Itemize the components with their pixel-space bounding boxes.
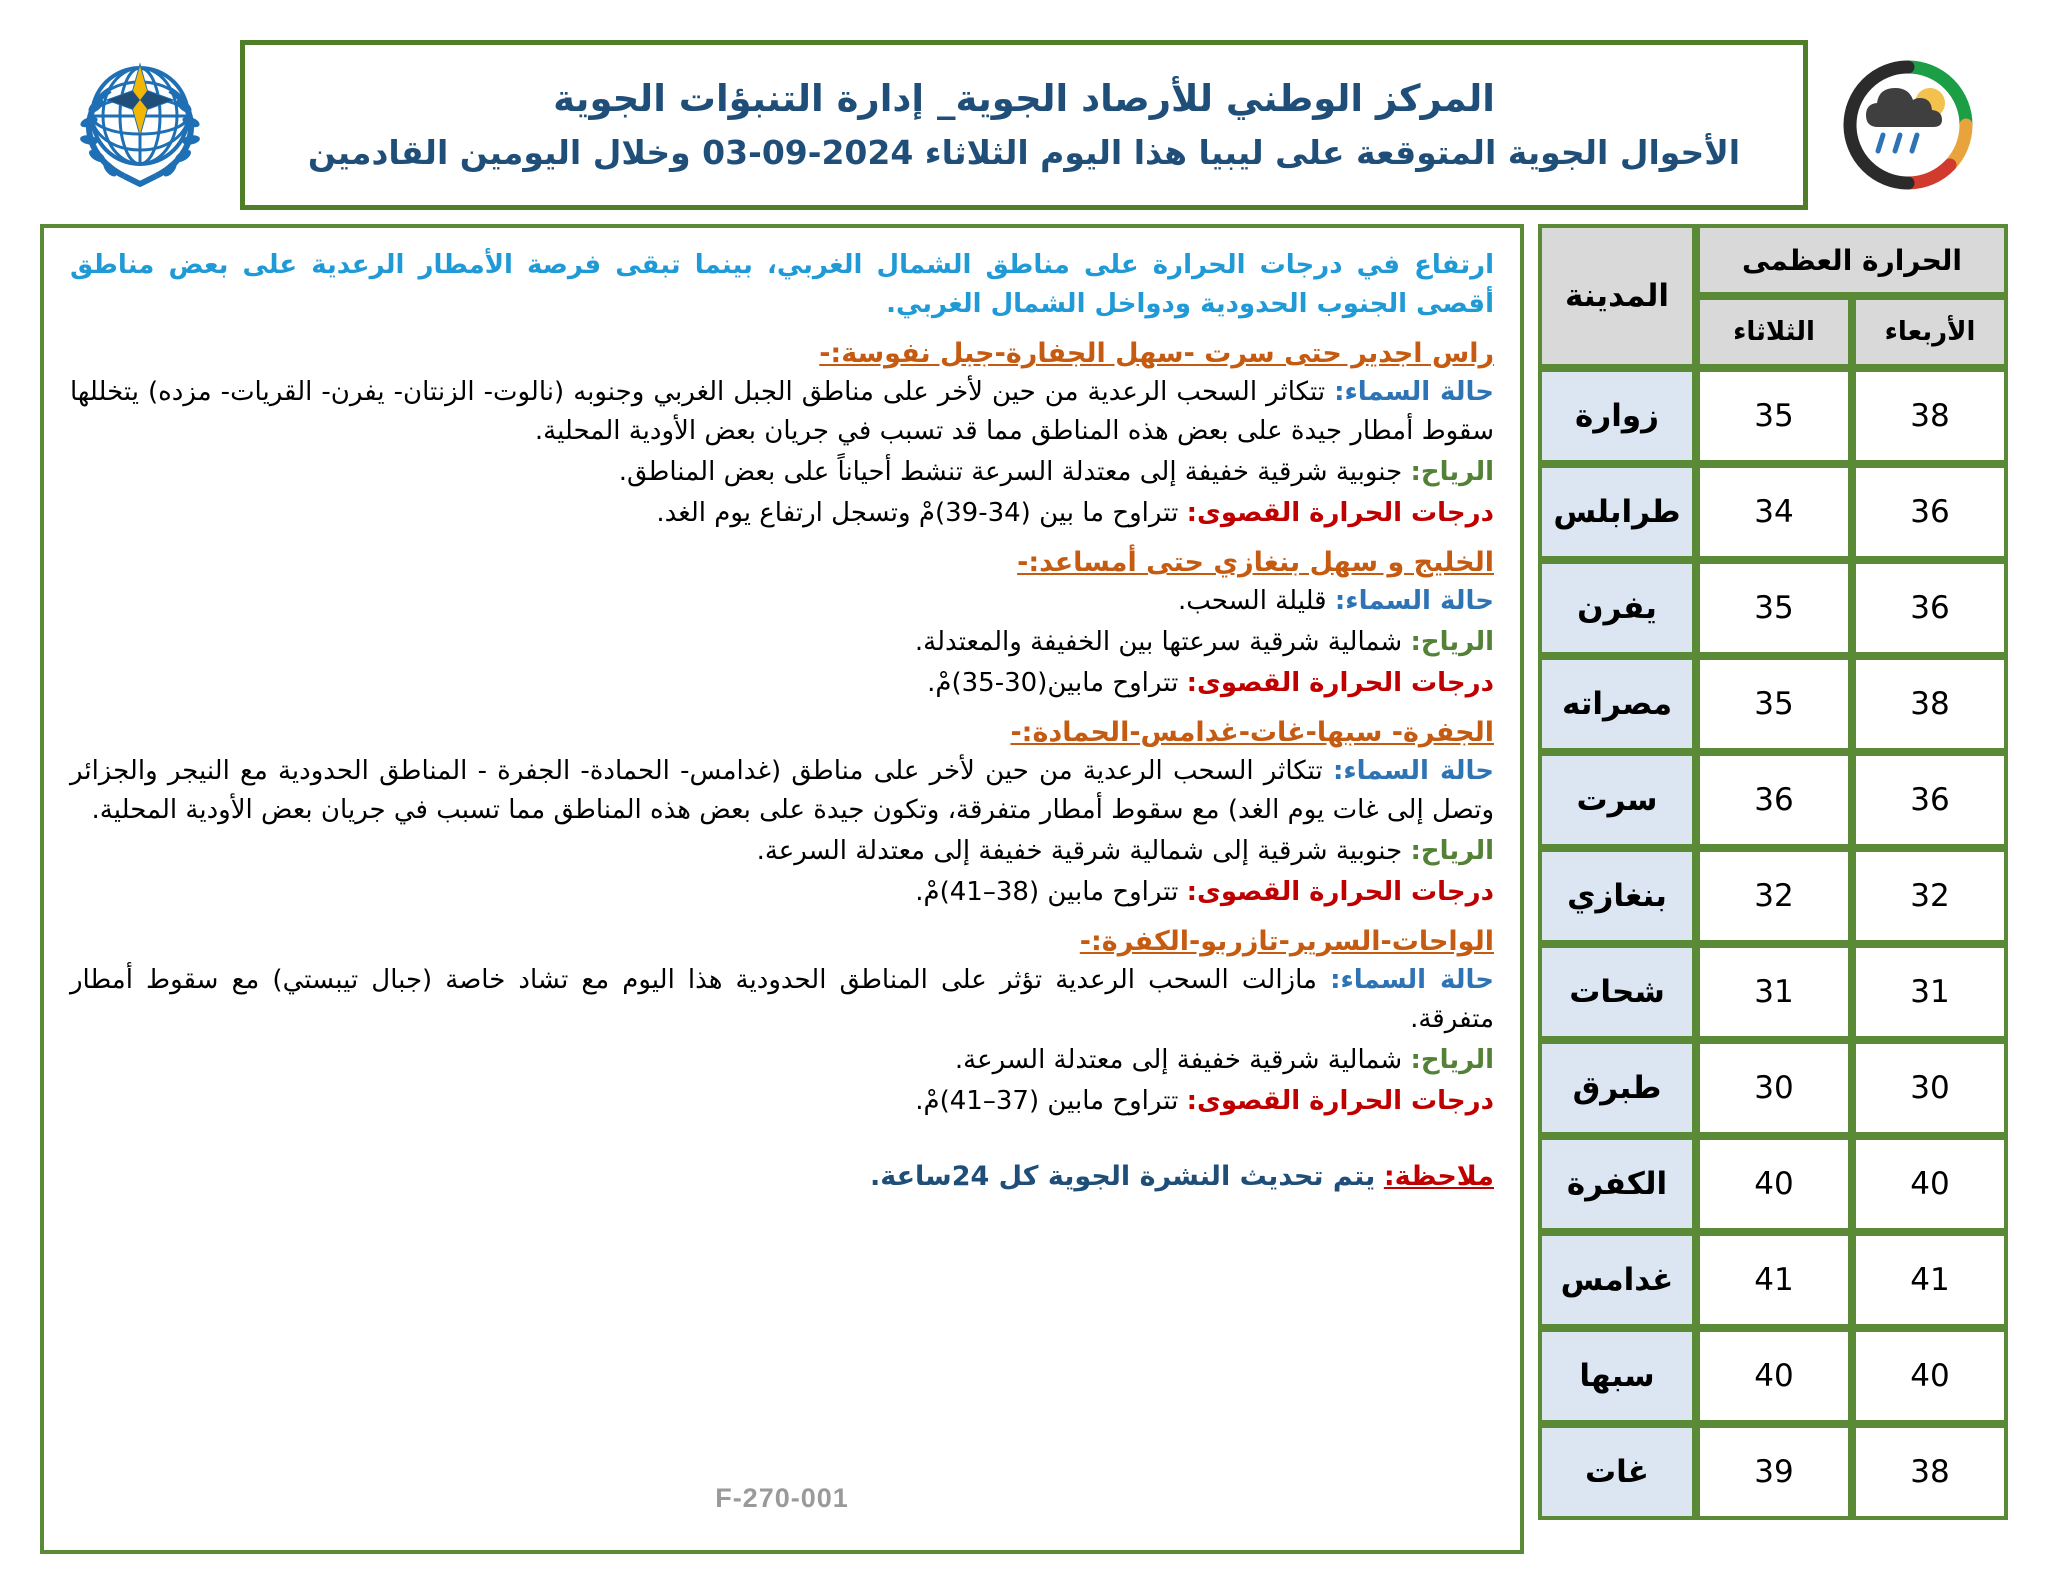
- cell-tue-temp: 35: [1696, 560, 1852, 656]
- table-body: [1538, 368, 2008, 1520]
- cell-wed-temp: 40: [1852, 1136, 2008, 1232]
- label-wind: الرياح:: [1410, 1045, 1494, 1075]
- text-wind: شمالية شرقية سرعتها بين الخفيفة والمعتدلة.: [914, 627, 1403, 657]
- page-content: [40, 224, 2008, 1554]
- cell-tue-temp: 35: [1696, 656, 1852, 752]
- label-sky-condition: حالة السماء:: [1332, 756, 1494, 786]
- text-wind: جنوبية شرقية خفيفة إلى معتدلة السرعة تنشط أحياناً على بعض المناطق.: [618, 457, 1403, 487]
- cell-tue-temp: 31: [1696, 944, 1852, 1040]
- forecast-report-panel: [40, 224, 1524, 1554]
- label-wind: الرياح:: [1410, 457, 1494, 487]
- temperature-table: [1538, 224, 2008, 1520]
- cell-city: بنغازي: [1538, 848, 1696, 944]
- section-sky-line: [70, 582, 1494, 621]
- label-sky-condition: حالة السماء:: [1330, 965, 1494, 995]
- header-day-wednesday: الأربعاء: [1852, 296, 2008, 368]
- page-subtitle: الأحوال الجوية المتوقعة على ليبيا هذا اليوم الثلاثاء 2024-09-03 وخلال اليومين القادمين: [307, 132, 1741, 172]
- cell-wed-temp: 38: [1852, 368, 2008, 464]
- label-max-temperature: درجات الحرارة القصوى:: [1186, 877, 1494, 907]
- cell-wed-temp: 36: [1852, 464, 2008, 560]
- section-title-gulf-benghazi: الخليج و سهل بنغازي حتى أمساعد:-: [1017, 547, 1494, 578]
- text-sky-condition: قليلة السحب.: [1178, 586, 1327, 616]
- label-max-temperature: درجات الحرارة القصوى:: [1186, 498, 1494, 528]
- section-temp-line: [70, 494, 1494, 533]
- label-sky-condition: حالة السماء:: [1334, 377, 1494, 407]
- table-row: [1538, 944, 2008, 1040]
- cell-city: غات: [1538, 1424, 1696, 1520]
- cell-wed-temp: 30: [1852, 1040, 2008, 1136]
- section-wind-line: [70, 832, 1494, 871]
- header-day-tuesday: الثلاثاء: [1696, 296, 1852, 368]
- text-max-temperature: تتراوح مابين(30-35)مْ.: [927, 668, 1179, 698]
- table-row: [1538, 1040, 2008, 1136]
- text-wind: شمالية شرقية خفيفة إلى معتدلة السرعة.: [954, 1045, 1403, 1075]
- label-max-temperature: درجات الحرارة القصوى:: [1186, 668, 1494, 698]
- cell-wed-temp: 36: [1852, 560, 2008, 656]
- cell-city: طبرق: [1538, 1040, 1696, 1136]
- cell-city: زوارة: [1538, 368, 1696, 464]
- text-max-temperature: تتراوح ما بين (34-39)مْ وتسجل ارتفاع يوم الغد.: [656, 498, 1179, 528]
- header-city: المدينة: [1538, 224, 1696, 368]
- cell-city: الكفرة: [1538, 1136, 1696, 1232]
- text-note: يتم تحديث النشرة الجوية كل 24ساعة.: [869, 1161, 1376, 1192]
- section-sky-line: [70, 961, 1494, 1039]
- cell-wed-temp: 38: [1852, 1424, 2008, 1520]
- cell-tue-temp: 36: [1696, 752, 1852, 848]
- update-note: [70, 1161, 1494, 1192]
- section-title-northwest: راس اجدير حتى سرت -سهل الجفارة-جبل نفوسة:-: [819, 338, 1494, 369]
- section-temp-line: [70, 873, 1494, 912]
- cell-wed-temp: 38: [1852, 656, 2008, 752]
- cell-tue-temp: 32: [1696, 848, 1852, 944]
- cell-tue-temp: 34: [1696, 464, 1852, 560]
- section-temp-line: [70, 664, 1494, 703]
- label-wind: الرياح:: [1410, 836, 1494, 866]
- label-note: ملاحظة:: [1383, 1161, 1494, 1192]
- table-row: [1538, 1136, 2008, 1232]
- cell-city: شحات: [1538, 944, 1696, 1040]
- cell-tue-temp: 40: [1696, 1136, 1852, 1232]
- cell-tue-temp: 40: [1696, 1328, 1852, 1424]
- cell-tue-temp: 41: [1696, 1232, 1852, 1328]
- cell-tue-temp: 35: [1696, 368, 1852, 464]
- section-temp-line: [70, 1082, 1494, 1121]
- text-wind: جنوبية شرقية إلى شمالية شرقية خفيفة إلى معتدلة السرعة.: [756, 836, 1403, 866]
- cell-wed-temp: 40: [1852, 1328, 2008, 1424]
- document-id: F-270-001: [715, 1483, 849, 1513]
- table-row: [1538, 464, 2008, 560]
- cell-wed-temp: 32: [1852, 848, 2008, 944]
- section-sky-line: [70, 752, 1494, 830]
- wmo-emblem: [40, 40, 240, 210]
- text-max-temperature: تتراوح مابين (37–41)مْ.: [915, 1086, 1179, 1116]
- text-sky-condition: تتكاثر السحب الرعدية من حين لأخر على مناطق (غدامس- الحمادة- الجفرة - المناطق الحدودية مع النيجر والجزائر وتصل إلى غات يوم الغد) مع سقوط أمطار متفرقة، وتكون جيدة على بعض هذه المناطق مما تسبب في جريان بعض الأودية المحلية.: [70, 756, 1494, 825]
- cell-wed-temp: 41: [1852, 1232, 2008, 1328]
- label-max-temperature: درجات الحرارة القصوى:: [1186, 1086, 1494, 1116]
- label-wind: الرياح:: [1410, 627, 1494, 657]
- cell-city: يفرن: [1538, 560, 1696, 656]
- label-sky-condition: حالة السماء:: [1334, 586, 1494, 616]
- cell-wed-temp: 36: [1852, 752, 2008, 848]
- section-title-wahat-kufra: الواحات-السرير-تازربو-الكفرة:-: [1079, 926, 1494, 957]
- cell-tue-temp: 39: [1696, 1424, 1852, 1520]
- nmc-libya-logo: [1808, 40, 2008, 210]
- header-title-box: [240, 40, 1808, 210]
- cell-city: سرت: [1538, 752, 1696, 848]
- table-header-row-1: [1538, 224, 2008, 296]
- page-title: المركز الوطني للأرصاد الجوية_ إدارة التنبؤات الجوية: [553, 76, 1495, 120]
- table-row: [1538, 1328, 2008, 1424]
- page-header: [40, 40, 2008, 210]
- cell-city: سبها: [1538, 1328, 1696, 1424]
- cell-tue-temp: 30: [1696, 1040, 1852, 1136]
- table-row: [1538, 368, 2008, 464]
- text-sky-condition: تتكاثر السحب الرعدية من حين لأخر على مناطق الجبل الغربي وجنوبه (نالوت- الزنتان- يفرن- القريات- مزده) يتخللها سقوط أمطار جيدة على بعض هذه المناطق مما قد تسبب في جريان بعض الأودية المحلية.: [70, 377, 1494, 446]
- cell-city: غدامس: [1538, 1232, 1696, 1328]
- section-title-jufra-sabha: الجفرة- سبها-غات-غدامس-الحمادة:-: [1010, 717, 1494, 748]
- cell-city: طرابلس: [1538, 464, 1696, 560]
- report-lead-paragraph: ارتفاع في درجات الحرارة على مناطق الشمال الغربي، بينما تبقى فرصة الأمطار الرعدية على بعض مناطق أقصى الجنوب الحدودية ودواخل الشمال الغربي.: [70, 250, 1494, 319]
- section-wind-line: [70, 453, 1494, 492]
- table-row: [1538, 848, 2008, 944]
- cell-city: مصراته: [1538, 656, 1696, 752]
- section-wind-line: [70, 623, 1494, 662]
- table-row: [1538, 1232, 2008, 1328]
- cell-wed-temp: 31: [1852, 944, 2008, 1040]
- header-max-temperature: الحرارة العظمى: [1696, 224, 2008, 296]
- text-sky-condition: مازالت السحب الرعدية تؤثر على المناطق الحدودية هذا اليوم مع تشاد خاصة (جبال تيبستي) مع سقوط أمطار متفرقة.: [70, 965, 1494, 1034]
- table-row: [1538, 560, 2008, 656]
- table-row: [1538, 752, 2008, 848]
- table-row: [1538, 656, 2008, 752]
- text-max-temperature: تتراوح مابين (38–41)مْ.: [915, 877, 1179, 907]
- temperature-table-wrap: [1538, 224, 2008, 1520]
- section-sky-line: [70, 373, 1494, 451]
- section-wind-line: [70, 1041, 1494, 1080]
- table-row: [1538, 1424, 2008, 1520]
